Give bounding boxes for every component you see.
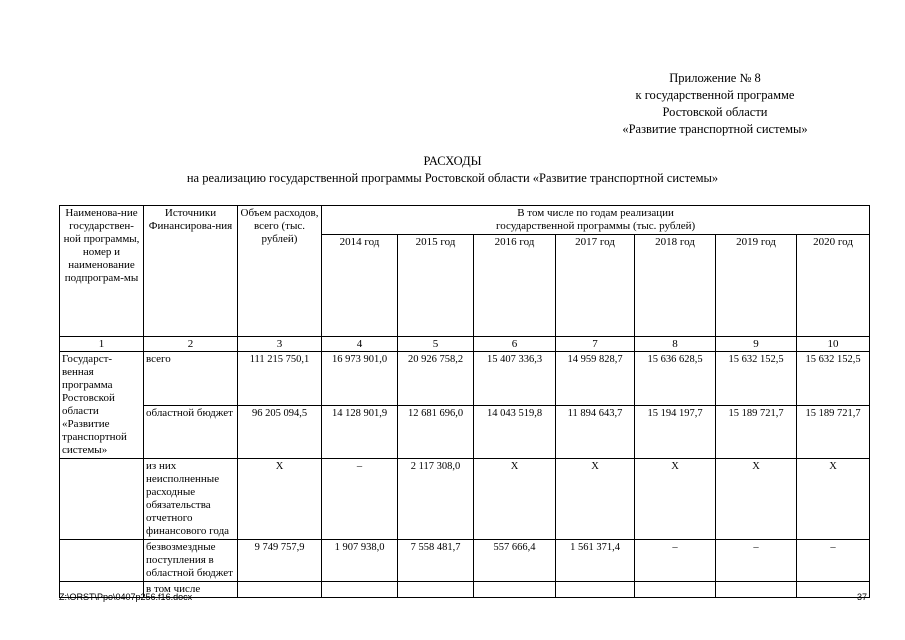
value-cell: 16 973 901,0 [322, 352, 398, 406]
heading-subtitle: на реализацию государственной программы Ростовской области «Развитие транспортной системы» [186, 171, 719, 185]
value-cell: 7 558 481,7 [398, 540, 474, 582]
value-cell: – [635, 540, 716, 582]
header-year: 2014 год [322, 235, 398, 337]
value-cell [716, 582, 797, 598]
table-row [60, 405, 870, 459]
appendix-line-4: «Развитие транспортной системы» [622, 122, 808, 136]
column-number: 5 [398, 337, 474, 352]
value-cell: 111 215 750,1 [238, 352, 322, 406]
appendix-line-2: к государственной программе [635, 88, 795, 102]
header-year: 2018 год [635, 235, 716, 337]
column-number: 3 [238, 337, 322, 352]
value-cell: 14 128 901,9 [322, 405, 398, 459]
value-cell: 15 189 721,7 [797, 405, 870, 459]
header-by-year-line1: В том числе по годам реализации [517, 207, 674, 219]
column-number: 6 [474, 337, 556, 352]
appendix-block [565, 70, 865, 138]
value-cell: – [797, 540, 870, 582]
document-heading [0, 153, 905, 187]
table-row [60, 459, 870, 540]
value-cell: Х [556, 459, 635, 540]
value-cell: – [716, 540, 797, 582]
header-year: 2017 год [556, 235, 635, 337]
value-cell: 15 189 721,7 [716, 405, 797, 459]
value-cell [474, 582, 556, 598]
empty-name-cell [60, 540, 144, 582]
header-year: 2020 год [797, 235, 870, 337]
source-cell: областной бюджет [144, 405, 238, 459]
appendix-line-3: Ростовской области [662, 105, 768, 119]
value-cell: 15 194 197,7 [635, 405, 716, 459]
source-cell: безвозмездные поступления в областной бюджет [144, 540, 238, 582]
column-number: 10 [797, 337, 870, 352]
expenses-table [59, 205, 870, 598]
value-cell: Х [474, 459, 556, 540]
appendix-line-1: Приложение № 8 [669, 71, 761, 85]
value-cell: 2 117 308,0 [398, 459, 474, 540]
value-cell [322, 582, 398, 598]
source-cell: из них неисполненные расходные обязательства отчетного финансового года [144, 459, 238, 540]
header-by-year-line2: государственной программы (тыс. рублей) [495, 220, 696, 232]
value-cell: 15 632 152,5 [716, 352, 797, 406]
value-cell: 557 666,4 [474, 540, 556, 582]
value-cell [556, 582, 635, 598]
column-number: 8 [635, 337, 716, 352]
value-cell: 12 681 696,0 [398, 405, 474, 459]
header-volume: Объем расходов, всего (тыс. рублей) [238, 206, 322, 337]
value-cell: 15 636 628,5 [635, 352, 716, 406]
value-cell: 14 043 519,8 [474, 405, 556, 459]
header-year: 2016 год [474, 235, 556, 337]
value-cell: 9 749 757,9 [238, 540, 322, 582]
value-cell: 1 907 938,0 [322, 540, 398, 582]
value-cell: 11 894 643,7 [556, 405, 635, 459]
value-cell: Х [716, 459, 797, 540]
source-cell: в том числе [144, 582, 238, 598]
value-cell: 14 959 828,7 [556, 352, 635, 406]
footer-file-path: Z:\ORST\Ppo\0407p256.f16.docx [59, 592, 193, 602]
value-cell: Х [797, 459, 870, 540]
value-cell [398, 582, 474, 598]
value-cell: Х [635, 459, 716, 540]
table-row [60, 352, 870, 406]
header-year: 2015 год [398, 235, 474, 337]
value-cell: – [322, 459, 398, 540]
value-cell: 15 407 336,3 [474, 352, 556, 406]
header-by-year [322, 206, 870, 235]
heading-title: РАСХОДЫ [423, 154, 482, 168]
source-cell: всего [144, 352, 238, 406]
program-name-cell [60, 352, 144, 459]
value-cell: 20 926 758,2 [398, 352, 474, 406]
column-number: 9 [716, 337, 797, 352]
header-year: 2019 год [716, 235, 797, 337]
footer-page-number: 37 [856, 592, 867, 602]
value-cell: 1 561 371,4 [556, 540, 635, 582]
value-cell [635, 582, 716, 598]
column-number: 7 [556, 337, 635, 352]
program-name: Государст-венная программа Ростовской области «Развитие транспортной системы» [62, 353, 127, 456]
value-cell: 96 205 094,5 [238, 405, 322, 459]
column-number: 2 [144, 337, 238, 352]
value-cell: Х [238, 459, 322, 540]
value-cell [238, 582, 322, 598]
header-row-top [60, 206, 870, 235]
empty-name-cell [60, 459, 144, 540]
header-name: Наименова-ние государствен-ной программы, номер и наименование подпрограм-мы [60, 206, 144, 337]
value-cell: 15 632 152,5 [797, 352, 870, 406]
column-number: 4 [322, 337, 398, 352]
column-number-row [60, 337, 870, 352]
table-row [60, 540, 870, 582]
header-source: Источники Финансирова-ния [144, 206, 238, 337]
column-number: 1 [60, 337, 144, 352]
